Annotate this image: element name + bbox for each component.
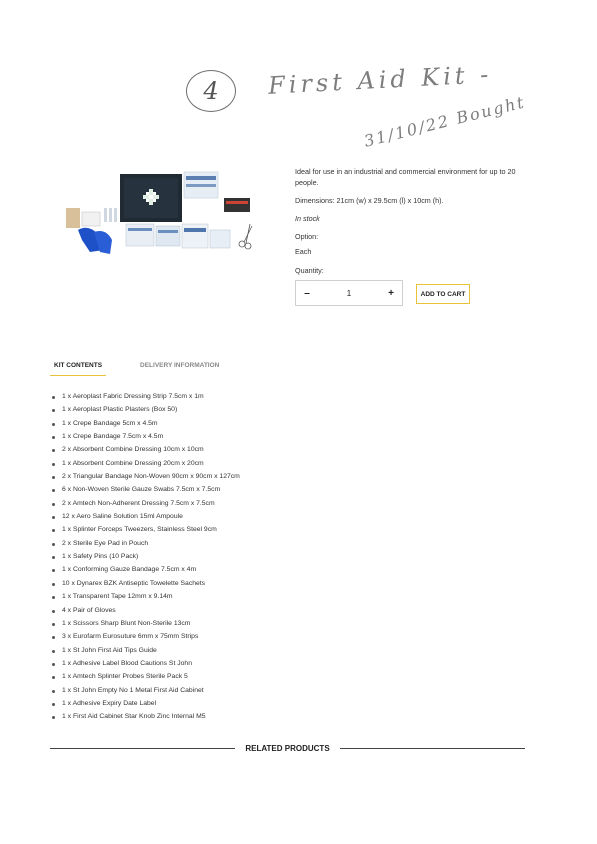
list-item: 1 x Transparent Tape 12mm x 9.14m [52,590,240,603]
list-item: 1 x Conforming Gauze Bandage 7.5cm x 4m [52,563,240,576]
list-item: 1 x Splinter Forceps Tweezers, Stainless Steel 9cm [52,523,240,536]
product-description: Ideal for use in an industrial and commercial environment for up to 20 people. [295,167,516,187]
add-to-cart-button[interactable]: ADD TO CART [416,284,470,304]
product-details [295,166,535,276]
list-item: 12 x Aero Saline Solution 15ml Ampoule [52,510,240,523]
list-item: 1 x Aeroplast Fabric Dressing Strip 7.5cm x 1m [52,390,240,403]
product-dimensions: Dimensions: 21cm (w) x 29.5cm (l) x 10cm (h). [295,196,444,205]
list-item: 1 x First Aid Cabinet Star Knob Zinc Internal M5 [52,710,240,723]
divider-left [50,748,235,749]
option-label: Option: [295,232,319,241]
list-item: 4 x Pair of Gloves [52,604,240,617]
list-item: 2 x Triangular Bandage Non-Woven 90cm x 90cm x 127cm [52,470,240,483]
quantity-stepper[interactable] [295,280,403,306]
list-item: 1 x Absorbent Combine Dressing 20cm x 20cm [52,457,240,470]
list-item: 2 x Absorbent Combine Dressing 10cm x 10cm [52,443,240,456]
list-item: 1 x Scissors Sharp Blunt Non-Sterile 13cm [52,617,240,630]
list-item: 3 x Eurofarm Eurosuture 6mm x 75mm Strips [52,630,240,643]
divider-right [340,748,525,749]
kit-contents-list [52,390,240,724]
related-products-title: RELATED PRODUCTS [245,744,330,753]
list-item: 1 x Adhesive Label Blood Cautions St John [52,657,240,670]
quantity-minus-button[interactable]: – [304,287,310,299]
tab-delivery-information[interactable]: DELIVERY INFORMATION [140,362,220,369]
list-item: 1 x Crepe Bandage 5cm x 4.5m [52,417,240,430]
list-item: 1 x St John First Aid Tips Guide [52,644,240,657]
option-value[interactable]: Each [295,247,312,256]
handwritten-note-title: First Aid Kit - [267,60,493,100]
list-item: 10 x Dynarex BZK Antiseptic Towelette Sachets [52,577,240,590]
list-item: 2 x Amtech Non-Adherent Dressing 7.5cm x 7.5cm [52,497,240,510]
list-item: 2 x Sterile Eye Pad in Pouch [52,537,240,550]
circled-number-text: 4 [203,77,219,105]
quantity-label: Quantity: [295,266,324,275]
stock-status: In stock [295,214,320,223]
list-item: 1 x Crepe Bandage 7.5cm x 4.5m [52,430,240,443]
related-products-heading [50,744,525,753]
list-item: 1 x St John Empty No 1 Metal First Aid Cabinet [52,684,240,697]
list-item: 1 x Amtech Splinter Probes Sterile Pack 5 [52,670,240,683]
tab-kit-contents[interactable]: KIT CONTENTS [50,362,106,376]
quantity-plus-button[interactable]: + [388,287,394,299]
product-tabs [50,362,223,376]
list-item: 1 x Adhesive Expiry Date Label [52,697,240,710]
quantity-input[interactable]: 1 [346,288,352,298]
handwritten-circled-number [186,70,236,112]
handwritten-note-date: 31/10/22 Bought [362,92,528,151]
list-item: 1 x Safety Pins (10 Pack) [52,550,240,563]
product-image [64,168,260,264]
list-item: 1 x Aeroplast Plastic Plasters (Box 50) [52,403,240,416]
list-item: 6 x Non-Woven Sterile Gauze Swabs 7.5cm x 7.5cm [52,483,240,496]
